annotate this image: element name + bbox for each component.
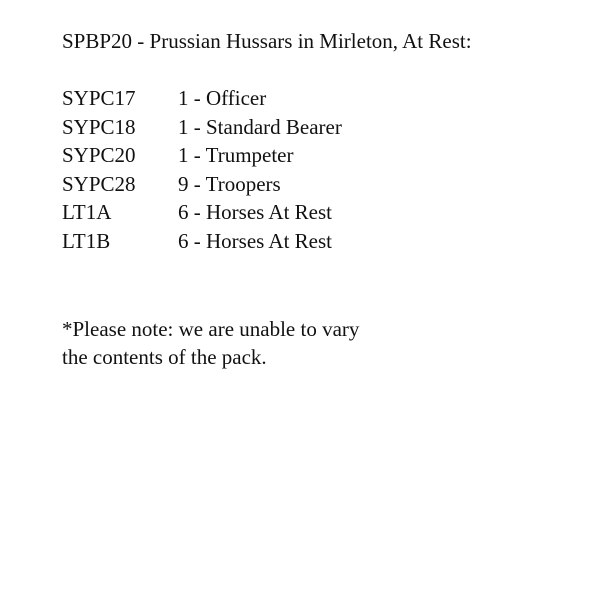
list-item	[62, 170, 482, 199]
item-description: 1 - Trumpeter	[178, 143, 294, 167]
item-description: 6 - Horses At Rest	[178, 228, 332, 253]
product-code: LT1B	[62, 228, 111, 253]
pack-note	[62, 315, 442, 371]
product-code: SYPC18	[62, 114, 136, 139]
note-line-1: *Please note: we are unable to vary	[62, 317, 360, 341]
product-code: SYPC20	[62, 143, 136, 167]
list-item	[62, 198, 482, 227]
item-description: 1 - Officer	[178, 86, 267, 110]
product-code: LT1A	[62, 200, 112, 224]
item-description: 1 - Standard Bearer	[178, 114, 342, 139]
product-code: SYPC28	[62, 171, 136, 196]
list-item	[62, 141, 482, 170]
item-description: 9 - Troopers	[178, 171, 281, 196]
product-code: SYPC17	[62, 86, 136, 110]
list-item	[62, 113, 482, 142]
list-item	[62, 84, 482, 113]
note-line-2: the contents of the pack.	[62, 345, 267, 369]
list-item	[62, 227, 482, 256]
pack-title: SPBP20 - Prussian Hussars in Mirleton, At Rest:	[62, 29, 472, 53]
item-description: 6 - Horses At Rest	[178, 200, 332, 224]
pack-contents-list	[62, 84, 482, 255]
